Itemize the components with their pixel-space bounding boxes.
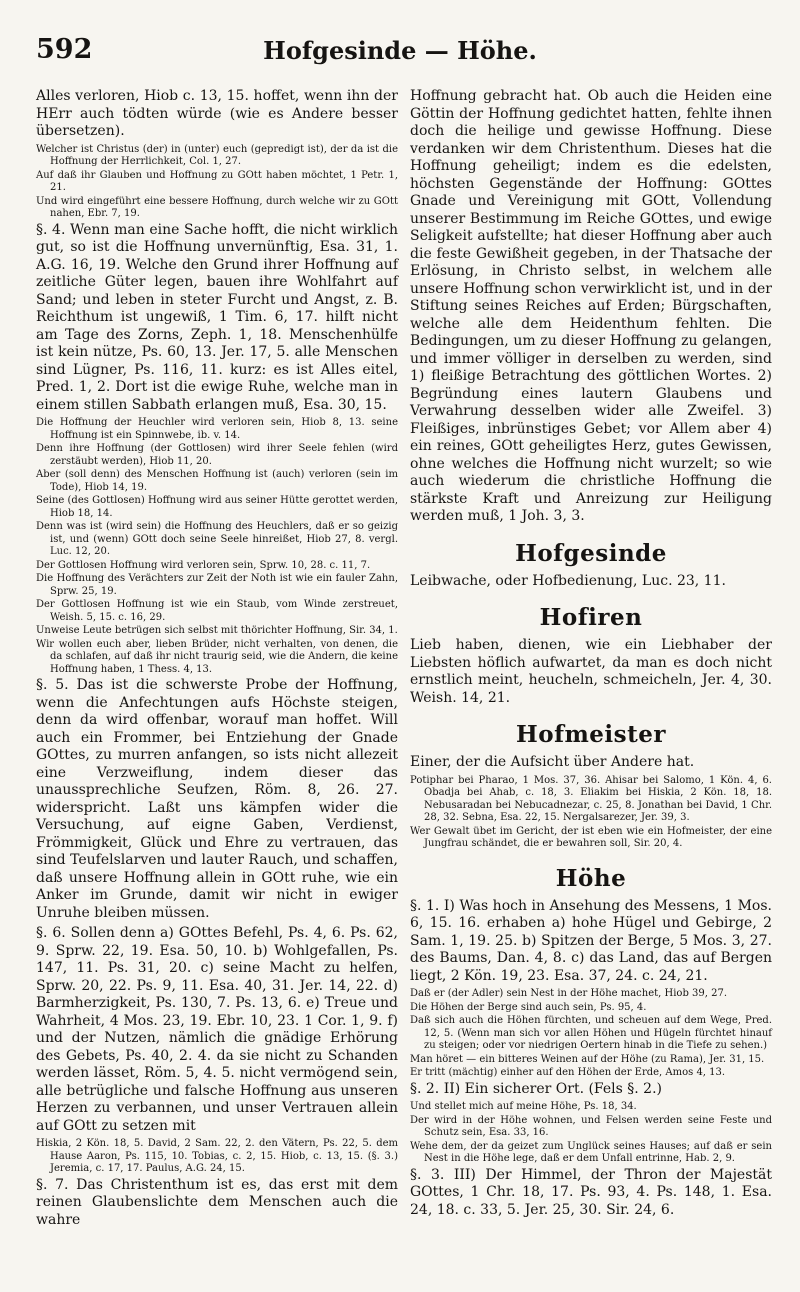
paragraph: Lieb haben, dienen, wie ein Liebhaber der Liebsten höflich aufwartet, da man es doch nicht ernstlich meint, heucheln, schmeicheln, Jer. 4, 30. Weish. 14, 21. [410,637,772,706]
scripture-citation: Er tritt (mächtig) einher auf den Höhen der Erde, Amos 4, 13. [410,1067,726,1078]
scripture-citation: Und wird eingeführt eine bessere Hoffnung, durch welche wir zu GOtt nahen, Ebr. 7, 19. [36,195,398,219]
scripture-citation: Potiphar bei Pharao, 1 Mos. 37, 36. Ahisar bei Salomo, 1 Kön. 4, 6. Obadja bei Ahab, c. 18, 3. Eliakim bei Hiskia, 2 Kön. 18, 18. Nebusaradan bei Nebucadnezar, c. 25, 8. Jonathan bei David, 1 Chr. 28, 32. Sebna, Esa. 22, 15. Nergalsarezer, Jer. 39, 3. [410,774,772,823]
paragraph: §. 7. Das Christenthum ist es, das erst mit dem reinen Glaubenslichte dem Menschen auch die wahre [36,1176,398,1228]
scripture-citation: Unweise Leute betrügen sich selbst mit thörichter Hoffnung, Sir. 34, 1. [36,625,398,636]
scripture-citation: Auf daß ihr Glauben und Hoffnung zu GOtt haben möchtet, 1 Petr. 1, 21. [36,169,398,193]
paragraph: §. 2. II) Ein sicherer Ort. (Fels §. 2.) [410,1080,662,1097]
paragraph: §. 1. I) Was hoch in Ansehung des Messens, 1 Mos. 6, 15. 16. erhaben a) hohe Hügel und Gebirge, 2 Sam. 1, 19. 25. b) Spitzen der Berge, 5 Mos. 3, 27. des Baums, Dan. 4, 8. c) das Land, das auf Bergen liegt, 2 Kön. 19, 23. Esa. 37, 24. c. 24, 21. [410,897,772,984]
scripture-citation: Daß er (der Adler) sein Nest in der Höhe machet, Hiob 39, 27. [410,988,728,999]
right-column [410,88,772,1222]
paragraph: Hoffnung gebracht hat. Ob auch die Heiden eine Göttin der Hoffnung gedichtet hatten, fehlte ihnen doch die heilige und gewisse Hoffnung. Diese verdanken wir dem Christenthum. Dieses hat die Hoffnung geheiligt; indem es die edelsten, höchsten Gegenstände der Hoffnung: GOttes Gnade und Vereinigung mit GOtt, Vollendung unserer Bestimmung im Reiche GOttes, und ewige Seligkeit aufstellte; hat dieser Hoffnung aber auch die feste Gewißheit gegeben, in der Thatsache der Erlösung, in Christo selbst, in welchem alle unsere Hoffnung schon verwirklicht ist, und in der Stiftung seines Reiches auf Erden; Bürgschaften, welche alle dem Heidenthum fehlten. Die Bedingungen, um zu dieser Hoffnung zu gelangen, und immer völliger in derselben zu werden, sind 1) fleißige Betrachtung des göttlichen Wortes. 2) Begründung eines lautern Glaubens und Verwahrung desselben wider alle Zweifel. 3) Fleißiges, inbrünstiges Gebet; vor Allem aber 4) ein reines, GOtt geheiligtes Herz, gutes Gewissen, ohne welches die Hoffnung nicht wurzelt; so wie auch wiederum die christliche Hoffnung die stärkste Kraft und Anreizung zur Heiligung werden muß, 1 Joh. 3, 3. [410,88,772,524]
entry-heading: Hofiren [539,604,643,631]
scripture-citation: Die Höhen der Berge sind auch sein, Ps. 95, 4. [410,1001,647,1013]
paragraph: §. 5. Das ist die schwerste Probe der Hoffnung, wenn die Anfechtungen aufs Höchste steigen, denn da wird offenbar, worauf man hoffet. Will auch ein Frommer, bei Entziehung der Gnade GOttes, zu murren anfangen, so ists nicht allezeit eine Verzweiflung, indem dieser das unaussprechliche Seufzen, Röm. 8, 26. 27. widerspricht. Laßt uns kämpfen wider die Versuchung, auf eigne Gaben, Verdienst, Frömmigkeit, Glück und Ehre zu vertrauen, das sind Teufelslarven und lauter Rauch, und schaffen, daß unsere Hoffnung allein in GOtt ruhe, wie ein Anker im Grunde, damit wir nicht in ewiger Unruhe bleiben müssen. [36,677,398,921]
entry-heading: Höhe [555,864,627,892]
paragraph: Leibwache, oder Hofbedienung, Luc. 23, 11. [410,572,726,589]
scripture-citation: Der Gottlosen Hoffnung ist wie ein Staub, vom Winde zerstreuet, Weish. 5, 15. c. 16, 29. [36,599,398,623]
paragraph: Einer, der die Aufsicht über Andere hat. [410,754,695,770]
scripture-citation: Denn ihre Hoffnung (der Gottlosen) wird ihrer Seele fehlen (wird zerstäubt werden), Hiob 11, 20. [36,443,398,467]
scripture-citation: Wehe dem, der da geizet zum Unglück seines Hauses; auf daß er sein Nest in die Höhe lege, daß er dem Unfall entrinne, Hab. 2, 9. [410,1140,772,1164]
scripture-citation: Wir wollen euch aber, lieben Brüder, nicht verhalten, von denen, die da schlafen, auf daß ihr nicht traurig seid, wie die Andern, die keine Hoffnung haben, 1 Thess. 4, 13. [36,638,398,675]
paragraph: §. 3. III) Der Himmel, der Thron der Majestät GOttes, 1 Chr. 18, 17. Ps. 93, 4. Ps. 148, 1. Esa. 24, 18. c. 33, 5. Jer. 25, 30. Sir. 24, 6. [410,1166,772,1218]
scripture-citation: Wer Gewalt übet im Gericht, der ist eben wie ein Hofmeister, der eine Jungfrau schändet, die er bewahren soll, Sir. 20, 4. [410,825,772,849]
scripture-citation: Denn was ist (wird sein) die Hoffnung des Heuchlers, daß er so geizig ist, und (wenn) GOtt doch seine Seele hinreißet, Hiob 27, 8. vergl. Luc. 12, 20. [36,521,398,557]
scripture-citation: Welcher ist Christus (der) in (unter) euch (gepredigt ist), der da ist die Hoffnung der Herrlichkeit, Col. 1, 27. [36,143,398,167]
running-head [36,34,764,74]
scripture-citation: Aber (soll denn) des Menschen Hoffnung ist (auch) verloren (sein im Tode), Hiob 14, 19. [36,469,398,493]
scripture-citation: Seine (des Gottlosen) Hoffnung wird aus seiner Hütte gerottet werden, Hiob 18, 14. [36,495,398,519]
paragraph: §. 6. Sollen denn a) GOttes Befehl, Ps. 4, 6. Ps. 62, 9. Sprw. 22, 19. Esa. 50, 10. b) Wohlgefallen, Ps. 147, 11. Ps. 31, 20. c) seine Macht zu helfen, Sprw. 20, 22. Ps. 9, 11. Esa. 40, 31. Jer. 14, 22. d) Barmherzigkeit, Ps. 130, 7. Ps. 13, 6. e) Treue und Wahrheit, 4 Mos. 23, 19. Ebr. 10, 23. 1 Cor. 1, 9. f) und der Nutzen, nämlich die gnädige Erhörung des Gebets, Ps. 40, 2. 4. da sie nicht zu Schanden werden lässet, Röm. 5, 4. 5. nicht vermögend sein, alle betrügliche und falsche Hoffnung aus unseren Herzen zu verbannen, und unser Vertrauen allein auf GOtt zu setzen mit [36,925,398,1134]
page-number: 592 [36,34,93,65]
scripture-citation: Der wird in der Höhe wohnen, und Felsen werden seine Feste und Schutz sein, Esa. 33, 16. [410,1114,772,1138]
scripture-citation: Und stellet mich auf meine Höhe, Ps. 18, 34. [410,1101,637,1112]
paragraph: §. 4. Wenn man eine Sache hofft, die nicht wirklich gut, so ist die Hoffnung unvernünftig, Esa. 31, 1. A.G. 16, 19. Welche den Grund ihrer Hoffnung auf zeitliche Güter legen, bauen ihre Wohlfahrt auf Sand; und leben in steter Furcht und Angst, z. B. Reichthum ist ungewiß, 1 Tim. 6, 17. hilft nicht am Tage des Zorns, Zeph. 1, 18. Menschenhülfe ist kein nütze, Ps. 60, 13. Jer. 17, 5. alle Menschen sind Lügner, Ps. 116, 11. kurz: es ist Alles eitel, Pred. 1, 2. Dort ist die ewige Ruhe, welche man in einem stillen Sabbath erlangen muß, Esa. 30, 15. [36,221,398,413]
scripture-citation: Hiskia, 2 Kön. 18, 5. David, 2 Sam. 22, 2. den Vätern, Ps. 22, 5. dem Hause Aaron, Ps. 115, 10. Tobias, c. 2, 15. Hiob, c. 13, 15. (§. 3.) Jeremia, c. 17, 17. Paulus, A.G. 24, 15. [36,1138,398,1174]
paragraph: Alles verloren, Hiob c. 13, 15. hoffet, wenn ihn der HErr auch tödten würde (wie es Andere besser übersetzen). [36,88,398,139]
scripture-citation: Der Gottlosen Hoffnung wird verloren sein, Sprw. 10, 28. c. 11, 7. [36,559,371,571]
scripture-citation: Die Hoffnung des Verächters zur Zeit der Noth ist wie ein fauler Zahn, Sprw. 25, 19. [36,573,398,597]
entry-heading: Hofmeister [516,721,666,748]
page-title: Hofgesinde — Höhe. [263,36,537,65]
scripture-citation: Daß sich auch die Höhen fürchten, und scheuen auf dem Wege, Pred. 12, 5. (Wenn man sich vor allen Höhen und Hügeln fürchtet hinauf zu steigen; oder vor niedrigen Oertern hinab in die Tiefe zu sehen.) [410,1015,772,1051]
scripture-citation: Die Hoffnung der Heuchler wird verloren sein, Hiob 8, 13. seine Hoffnung ist ein Spinnwebe, ib. v. 14. [36,417,398,441]
left-column [36,88,398,1232]
entry-heading: Hofgesinde [515,539,667,567]
scripture-citation: Man höret — ein bitteres Weinen auf der Höhe (zu Rama), Jer. 31, 15. [410,1053,765,1065]
